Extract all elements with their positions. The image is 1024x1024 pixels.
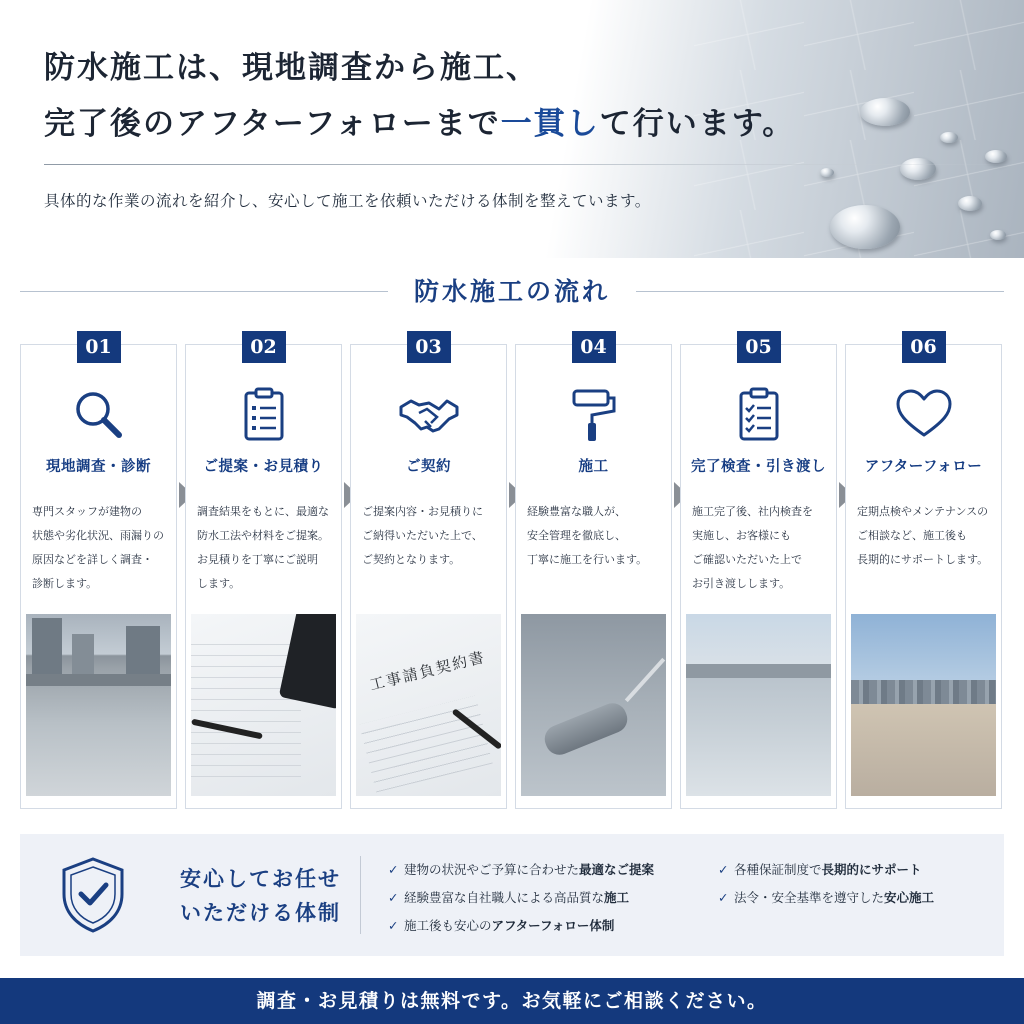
city-skyline <box>851 680 996 704</box>
hero-subtitle: 具体的な作業の流れを紹介し、安心して施工を依頼いただける体制を整えています。 <box>44 192 651 210</box>
step-description <box>197 500 335 596</box>
step-description-line: 診断します。 <box>32 577 98 590</box>
shield-check-icon <box>60 856 126 934</box>
step-description-line: 状態や劣化状況、雨漏りの <box>32 529 164 542</box>
step-title: ご契約 <box>406 459 451 475</box>
step-description-line: 調査結果をもとに、最適な <box>197 505 329 518</box>
trust-item-bold: 安心施工 <box>884 890 935 905</box>
trust-item-text: 建物の状況やご予算に合わせた <box>404 862 580 877</box>
building-silhouette <box>126 626 160 678</box>
trust-item <box>718 884 934 912</box>
step-number: 03 <box>407 331 451 363</box>
step-description-line: 丁寧に施工を行います。 <box>527 553 648 566</box>
trust-item-bold: アフターフォロー体制 <box>491 918 615 933</box>
step-description <box>857 500 995 572</box>
check-icon: ✓ <box>388 862 399 877</box>
hero-title-line2-post: て行います。 <box>599 106 796 142</box>
water-drop <box>830 205 900 249</box>
step-description-line: 防水工法や材料をご提案。 <box>197 529 329 542</box>
trust-item-text: 施工後も安心の <box>404 918 492 933</box>
hero-divider <box>44 164 1024 165</box>
document-lines <box>191 634 301 784</box>
step-number: 05 <box>737 331 781 363</box>
roller-handle <box>625 658 665 702</box>
flow-section-header <box>20 270 1004 314</box>
water-drop <box>820 168 834 177</box>
contract-document-title: 工事請負契約書 <box>367 647 488 695</box>
step-title: 完了検査・引き渡し <box>691 459 826 475</box>
trust-item-text: 各種保証制度で <box>734 862 822 877</box>
trust-item-text: 法令・安全基準を遵守した <box>734 890 885 905</box>
step-description-line: 実施し、お客様にも <box>692 529 791 542</box>
step-description-line: 定期点検やメンテナンスの <box>857 505 989 518</box>
step-description-line: ご納得いただいた上で、 <box>362 529 483 542</box>
step-description <box>527 500 665 572</box>
water-drop <box>985 150 1007 163</box>
step-description-line: お見積りを丁寧にご説明 <box>197 553 318 566</box>
step-number: 01 <box>77 331 121 363</box>
document-lines <box>359 696 492 793</box>
step-description-line: 原因などを詳しく調査・ <box>32 553 153 566</box>
trust-heading-line2: いただける体制 <box>180 900 341 925</box>
check-icon: ✓ <box>718 890 729 905</box>
step-description-line: ご相談など、施工後も <box>857 529 967 542</box>
clipboard-icon <box>234 385 294 445</box>
rooftop-inspection-photo <box>26 614 171 796</box>
step-card-02 <box>185 336 342 809</box>
trust-list-right <box>718 856 934 912</box>
paint-roller-icon <box>564 385 624 445</box>
trust-item <box>388 912 654 940</box>
water-drop <box>860 98 910 126</box>
step-description <box>32 500 170 596</box>
step-number: 02 <box>242 331 286 363</box>
hero-title-line1: 防水施工は、現地調査から施工、 <box>44 50 539 86</box>
water-drop <box>990 230 1006 240</box>
trust-item-bold: 長期的にサポート <box>821 862 922 877</box>
city-rooftop-photo <box>851 614 996 796</box>
trust-heading-line1: 安心してお任せ <box>180 866 341 891</box>
step-description-line: します。 <box>197 577 241 590</box>
finished-roof-photo <box>686 614 831 796</box>
step-title: アフターフォロー <box>864 459 983 475</box>
roller-cylinder <box>541 699 632 759</box>
building-silhouette <box>72 634 94 678</box>
step-description <box>692 500 830 596</box>
trust-item-bold: 最適なご提案 <box>579 862 655 877</box>
trust-item-bold: 施工 <box>604 890 630 905</box>
step-number: 06 <box>902 331 946 363</box>
calculator <box>279 614 336 709</box>
trust-divider <box>360 856 361 934</box>
flow-steps <box>20 330 1004 810</box>
trust-heading <box>180 862 341 930</box>
checklist-icon <box>729 385 789 445</box>
step-description-line: 安全管理を徹底し、 <box>527 529 626 542</box>
step-description-line: ご提案内容・お見積りに <box>362 505 483 518</box>
trust-band <box>20 834 1004 956</box>
hero-title-line2-pre: 完了後のアフターフォローまで <box>44 106 501 142</box>
trust-list-left <box>388 856 654 940</box>
roof-deck <box>851 704 996 796</box>
check-icon: ✓ <box>388 918 399 933</box>
water-drop <box>958 196 982 211</box>
step-description-line: 施工完了後、社内検査を <box>692 505 813 518</box>
parapet-wall <box>26 674 171 686</box>
paint-roller-photo <box>521 614 666 796</box>
step-title: 現地調査・診断 <box>46 459 151 475</box>
step-description-line: ご契約となります。 <box>362 553 461 566</box>
step-description-line: 経験豊富な職人が、 <box>527 505 626 518</box>
handshake-icon <box>399 385 459 445</box>
check-icon: ✓ <box>388 890 399 905</box>
step-title: 施工 <box>578 459 609 475</box>
step-description-line: ご確認いただいた上で <box>692 553 802 566</box>
section-title: 防水施工の流れ <box>413 277 610 306</box>
hero-title <box>44 40 795 152</box>
hero-title-line2 <box>44 96 795 152</box>
step-card-06 <box>845 336 1002 809</box>
estimate-documents-photo <box>191 614 336 796</box>
step-description <box>362 500 500 572</box>
cta-banner[interactable]: 調査・お見積りは無料です。お気軽にご相談ください。 <box>0 978 1024 1024</box>
heart-icon <box>894 385 954 445</box>
step-description-line: 専門スタッフが建物の <box>32 505 142 518</box>
trust-item <box>388 884 654 912</box>
step-card-05 <box>680 336 837 809</box>
check-icon: ✓ <box>718 862 729 877</box>
trust-item <box>718 856 934 884</box>
step-card-03 <box>350 336 507 809</box>
trust-item-text: 経験豊富な自社職人による高品質な <box>404 890 605 905</box>
step-description-line: お引き渡しします。 <box>692 577 791 590</box>
building-silhouette <box>32 618 62 678</box>
hero-title-accent: 一貫し <box>500 106 600 142</box>
search-icon <box>69 385 129 445</box>
parapet-wall <box>686 664 831 678</box>
step-description-line: 長期的にサポートします。 <box>857 553 989 566</box>
contract-document-photo <box>356 614 501 796</box>
water-drop <box>900 158 936 180</box>
hero-section <box>0 0 1024 258</box>
trust-item <box>388 856 654 884</box>
step-card-04 <box>515 336 672 809</box>
step-title: ご提案・お見積り <box>203 459 324 475</box>
step-card-01 <box>20 336 177 809</box>
step-number: 04 <box>572 331 616 363</box>
section-title-line-right <box>636 291 1004 292</box>
water-drop <box>940 132 958 143</box>
